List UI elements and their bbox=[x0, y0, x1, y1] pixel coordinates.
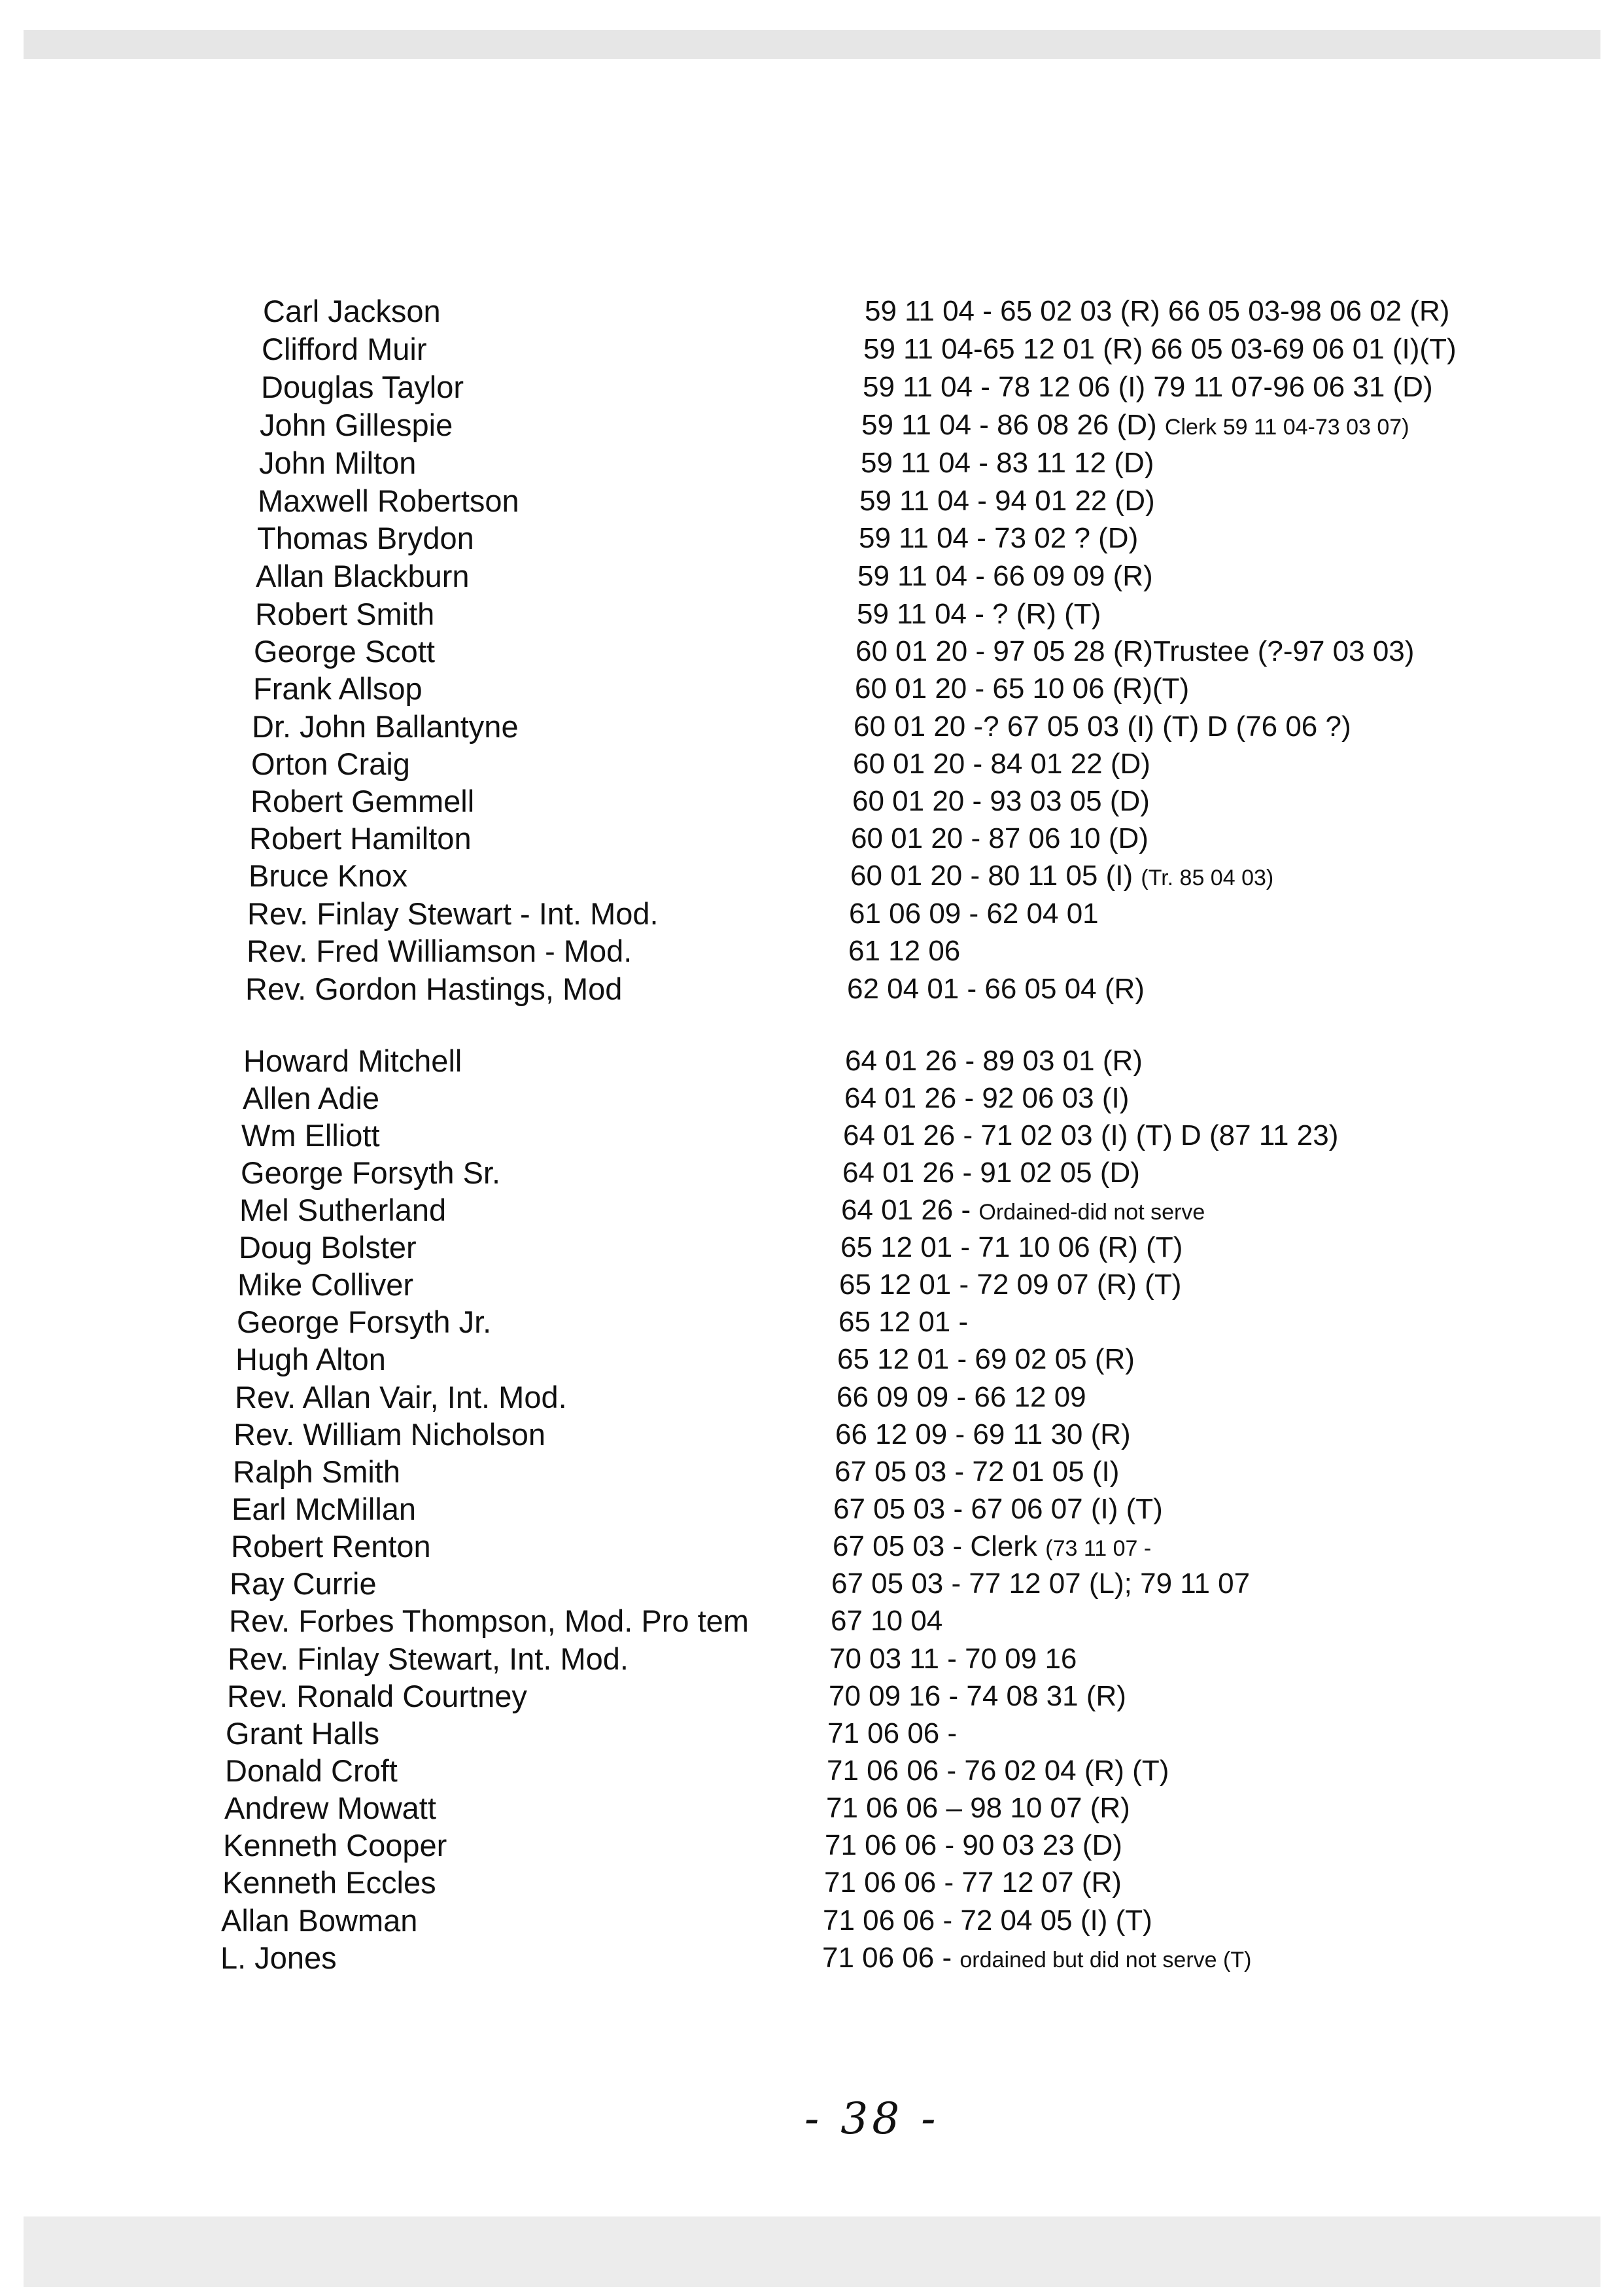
service-dates bbox=[863, 369, 1433, 406]
list-item bbox=[0, 1304, 1624, 1340]
service-dates-text: 59 11 04 - 94 01 22 (D) bbox=[859, 485, 1155, 517]
list-item bbox=[0, 1902, 1624, 1939]
service-dates-text: 59 11 04-65 12 01 (R) 66 05 03-69 06 01 (I)(T) bbox=[863, 333, 1457, 365]
service-dates bbox=[840, 1229, 1183, 1266]
list-item bbox=[0, 558, 1624, 595]
elder-name: Rev. Ronald Courtney bbox=[227, 1679, 527, 1713]
list-item bbox=[0, 1865, 1624, 1901]
elder-name: Allan Bowman bbox=[221, 1903, 418, 1938]
elder-name: George Scott bbox=[254, 634, 435, 669]
service-dates bbox=[833, 1528, 1151, 1567]
service-dates bbox=[835, 1416, 1131, 1453]
list-item bbox=[0, 1491, 1624, 1528]
elder-name: Allen Adie bbox=[243, 1081, 380, 1115]
service-dates-text: 70 03 11 - 70 09 16 bbox=[829, 1643, 1077, 1675]
service-dates bbox=[843, 1117, 1338, 1154]
service-dates-text: 65 12 01 - bbox=[838, 1306, 969, 1338]
service-dates-text: 60 01 20 - 80 11 05 (I) bbox=[850, 860, 1133, 892]
service-dates bbox=[825, 1827, 1122, 1864]
list-item bbox=[0, 1790, 1624, 1827]
service-dates bbox=[859, 483, 1155, 519]
service-dates-text: 71 06 06 – 98 10 07 (R) bbox=[826, 1792, 1130, 1824]
elder-name: Clifford Muir bbox=[262, 332, 427, 366]
service-dates bbox=[829, 1678, 1126, 1715]
elder-name: Rev. Allan Vair, Int. Mod. bbox=[235, 1380, 567, 1414]
service-dates bbox=[859, 520, 1138, 557]
service-dates-text: 67 05 03 - Clerk bbox=[833, 1530, 1038, 1562]
service-dates-text: 60 01 20 - 97 05 28 (R)Trustee (?-97 03 03) bbox=[855, 635, 1415, 667]
service-dates bbox=[861, 445, 1154, 482]
service-dates bbox=[831, 1566, 1250, 1602]
service-dates-text: 64 01 26 - bbox=[841, 1194, 971, 1226]
elder-name: L. Jones bbox=[220, 1940, 337, 1975]
service-dates bbox=[850, 858, 1273, 896]
service-dates bbox=[837, 1379, 1086, 1416]
service-dates bbox=[857, 596, 1101, 633]
list-item bbox=[0, 369, 1624, 406]
list-item bbox=[0, 1267, 1624, 1303]
list-item bbox=[0, 671, 1624, 707]
service-dates-text: 71 06 06 - 77 12 07 (R) bbox=[824, 1866, 1122, 1899]
service-dates bbox=[854, 709, 1351, 745]
service-dates-text: 70 09 16 - 74 08 31 (R) bbox=[829, 1680, 1126, 1712]
list-item bbox=[0, 1416, 1624, 1453]
service-dates bbox=[845, 1043, 1143, 1079]
service-dates bbox=[865, 293, 1449, 330]
service-dates bbox=[853, 746, 1150, 782]
list-item bbox=[0, 709, 1624, 745]
list-item bbox=[0, 933, 1624, 970]
service-dates-text: 60 01 20 - 93 03 05 (D) bbox=[852, 785, 1150, 817]
list-item bbox=[0, 445, 1624, 482]
elder-name: Wm Elliott bbox=[241, 1118, 380, 1153]
elder-name: Maxwell Robertson bbox=[258, 483, 519, 518]
service-dates-text: 60 01 20 - 65 10 06 (R)(T) bbox=[855, 673, 1190, 705]
list-item bbox=[0, 1379, 1624, 1416]
list-item bbox=[0, 1603, 1624, 1639]
elder-name: Carl Jackson bbox=[263, 294, 441, 328]
elder-name: Rev. Finlay Stewart, Int. Mod. bbox=[228, 1641, 629, 1676]
list-item bbox=[0, 1715, 1624, 1752]
list-item bbox=[0, 1678, 1624, 1715]
service-dates bbox=[857, 558, 1153, 595]
service-dates-text: 65 12 01 - 69 02 05 (R) bbox=[837, 1343, 1135, 1375]
service-dates bbox=[849, 896, 1099, 932]
elder-name: Hugh Alton bbox=[235, 1342, 386, 1376]
elder-name: Bruce Knox bbox=[249, 858, 407, 893]
list-item bbox=[0, 407, 1624, 444]
elder-name: Robert Smith bbox=[255, 597, 435, 631]
service-dates bbox=[855, 633, 1414, 670]
service-dates-text: 71 06 06 - 90 03 23 (D) bbox=[825, 1829, 1122, 1861]
service-dates bbox=[842, 1155, 1140, 1191]
list-item bbox=[0, 896, 1624, 932]
list-item bbox=[0, 293, 1624, 330]
service-dates-text: 59 11 04 - 86 08 26 (D) bbox=[861, 409, 1157, 441]
list-item bbox=[0, 1043, 1624, 1079]
service-dates bbox=[841, 1192, 1205, 1231]
elder-name: Robert Renton bbox=[231, 1529, 431, 1564]
scan-bottom-band bbox=[24, 2216, 1600, 2287]
service-dates-text: 64 01 26 - 71 02 03 (I) (T) D (87 11 23) bbox=[843, 1119, 1339, 1151]
service-dates bbox=[826, 1790, 1130, 1827]
elder-name: Andrew Mowatt bbox=[224, 1791, 436, 1825]
list-item bbox=[0, 331, 1624, 368]
service-dates bbox=[824, 1865, 1122, 1901]
list-item bbox=[0, 746, 1624, 782]
service-dates-text: 60 01 20 - 87 06 10 (D) bbox=[851, 822, 1149, 854]
service-note: (Tr. 85 04 03) bbox=[1141, 866, 1274, 890]
service-dates-text: 59 11 04 - 66 09 09 (R) bbox=[857, 560, 1153, 592]
elder-name: Doug Bolster bbox=[239, 1230, 417, 1265]
list-item bbox=[0, 820, 1624, 857]
elder-name: Douglas Taylor bbox=[261, 370, 464, 404]
service-dates-text: 62 04 01 - 66 05 04 (R) bbox=[847, 973, 1145, 1005]
elder-name: Mike Colliver bbox=[237, 1267, 413, 1302]
list-item bbox=[0, 783, 1624, 820]
list-item bbox=[0, 858, 1624, 894]
service-dates-text: 65 12 01 - 72 09 07 (R) (T) bbox=[839, 1269, 1182, 1301]
service-dates-text: 65 12 01 - 71 10 06 (R) (T) bbox=[840, 1231, 1183, 1263]
elder-name: Dr. John Ballantyne bbox=[252, 709, 519, 744]
elder-name: Orton Craig bbox=[251, 746, 410, 781]
elder-name: Robert Hamilton bbox=[249, 821, 472, 856]
elder-name: John Gillespie bbox=[260, 408, 453, 442]
list-item bbox=[0, 520, 1624, 557]
elder-name: Howard Mitchell bbox=[243, 1043, 462, 1078]
service-dates bbox=[852, 783, 1150, 820]
elder-name: Robert Gemmell bbox=[251, 784, 475, 818]
service-dates-text: 61 06 09 - 62 04 01 bbox=[849, 898, 1099, 930]
list-item bbox=[0, 633, 1624, 670]
list-item bbox=[0, 1940, 1624, 1976]
service-note: Ordained-did not serve bbox=[978, 1200, 1205, 1225]
service-dates-text: 59 11 04 - ? (R) (T) bbox=[857, 598, 1101, 630]
elder-name: Rev. Fred Williamson - Mod. bbox=[247, 934, 632, 968]
service-dates bbox=[855, 671, 1189, 707]
list-item bbox=[0, 483, 1624, 519]
list-item bbox=[0, 1827, 1624, 1864]
service-dates-text: 71 06 06 - bbox=[827, 1717, 958, 1749]
elder-name: Mel Sutherland bbox=[239, 1193, 447, 1227]
list-item bbox=[0, 1117, 1624, 1154]
list-item bbox=[0, 1341, 1624, 1378]
list-item bbox=[0, 1155, 1624, 1191]
elder-name: John Milton bbox=[259, 446, 417, 480]
service-dates bbox=[835, 1454, 1119, 1490]
list-item bbox=[0, 1641, 1624, 1677]
service-dates bbox=[827, 1753, 1169, 1789]
list-item bbox=[0, 1454, 1624, 1490]
elder-name: Rev. Finlay Stewart - Int. Mod. bbox=[247, 896, 659, 931]
service-dates bbox=[863, 331, 1457, 368]
list-item bbox=[0, 1192, 1624, 1229]
service-dates-text: 71 06 06 - 72 04 05 (I) (T) bbox=[823, 1904, 1152, 1936]
service-note: ordained but did not serve (T) bbox=[959, 1948, 1252, 1972]
service-dates bbox=[851, 820, 1149, 857]
service-dates-text: 60 01 20 -? 67 05 03 (I) (T) D (76 06 ?) bbox=[854, 710, 1351, 743]
service-dates-text: 67 05 03 - 72 01 05 (I) bbox=[835, 1456, 1120, 1488]
list-item bbox=[0, 1080, 1624, 1117]
service-dates-text: 71 06 06 - 76 02 04 (R) (T) bbox=[827, 1755, 1169, 1787]
service-dates bbox=[839, 1267, 1181, 1303]
service-dates-text: 64 01 26 - 91 02 05 (D) bbox=[842, 1157, 1140, 1189]
service-dates-text: 66 09 09 - 66 12 09 bbox=[837, 1381, 1086, 1413]
list-item bbox=[0, 1566, 1624, 1602]
service-dates-text: 71 06 06 - bbox=[822, 1942, 952, 1974]
service-dates-text: 59 11 04 - 65 02 03 (R) 66 05 03-98 06 02 (R) bbox=[865, 295, 1450, 327]
service-dates-text: 59 11 04 - 83 11 12 (D) bbox=[861, 447, 1154, 479]
list-item bbox=[0, 596, 1624, 633]
service-dates bbox=[831, 1603, 942, 1639]
elder-name: Allan Blackburn bbox=[256, 559, 470, 593]
elder-name: Kenneth Eccles bbox=[222, 1865, 436, 1900]
service-dates bbox=[823, 1902, 1152, 1939]
service-dates bbox=[861, 407, 1409, 446]
service-dates-text: 60 01 20 - 84 01 22 (D) bbox=[853, 748, 1150, 780]
elder-name: Donald Croft bbox=[225, 1753, 398, 1788]
service-dates bbox=[829, 1641, 1077, 1677]
elder-name: Thomas Brydon bbox=[257, 521, 474, 555]
scan-top-band bbox=[24, 30, 1600, 59]
list-item bbox=[0, 1528, 1624, 1565]
elder-name: Earl McMillan bbox=[232, 1492, 417, 1526]
elder-name: Ray Currie bbox=[230, 1566, 377, 1601]
service-dates bbox=[837, 1341, 1135, 1378]
elder-name: George Forsyth Sr. bbox=[241, 1155, 501, 1190]
service-note: Clerk 59 11 04-73 03 07) bbox=[1164, 415, 1409, 440]
service-dates bbox=[848, 933, 960, 970]
service-dates-text: 59 11 04 - 78 12 06 (I) 79 11 07-96 06 31 (D) bbox=[863, 371, 1433, 403]
elder-name: Frank Allsop bbox=[253, 671, 423, 706]
elder-name: Kenneth Cooper bbox=[223, 1828, 447, 1863]
service-dates-text: 64 01 26 - 92 06 03 (I) bbox=[844, 1082, 1130, 1114]
elder-name: George Forsyth Jr. bbox=[237, 1305, 492, 1339]
elder-name: Rev. Gordon Hastings, Mod bbox=[245, 972, 623, 1006]
service-dates-text: 67 05 03 - 77 12 07 (L); 79 11 07 bbox=[831, 1568, 1251, 1600]
service-dates-text: 64 01 26 - 89 03 01 (R) bbox=[845, 1045, 1143, 1077]
service-dates-text: 67 10 04 bbox=[831, 1605, 943, 1637]
elder-name: Ralph Smith bbox=[233, 1454, 400, 1489]
elder-name: Rev. Forbes Thompson, Mod. Pro tem bbox=[229, 1603, 749, 1638]
service-dates bbox=[838, 1304, 968, 1340]
page-number: - 38 - bbox=[804, 2094, 940, 2144]
service-dates bbox=[847, 971, 1145, 1007]
service-dates-text: 59 11 04 - 73 02 ? (D) bbox=[859, 522, 1139, 554]
list-item bbox=[0, 1229, 1624, 1266]
service-dates-text: 66 12 09 - 69 11 30 (R) bbox=[835, 1418, 1131, 1450]
service-dates-text: 61 12 06 bbox=[848, 935, 961, 967]
service-dates bbox=[827, 1715, 957, 1752]
service-dates-text: 67 05 03 - 67 06 07 (I) (T) bbox=[833, 1493, 1163, 1525]
list-item bbox=[0, 971, 1624, 1007]
service-dates bbox=[833, 1491, 1163, 1528]
service-dates bbox=[844, 1080, 1129, 1117]
elder-name: Rev. William Nicholson bbox=[233, 1417, 546, 1452]
service-note: (73 11 07 - bbox=[1045, 1536, 1152, 1561]
elder-name: Grant Halls bbox=[226, 1716, 380, 1751]
list-item bbox=[0, 1753, 1624, 1789]
service-dates bbox=[822, 1940, 1251, 1978]
